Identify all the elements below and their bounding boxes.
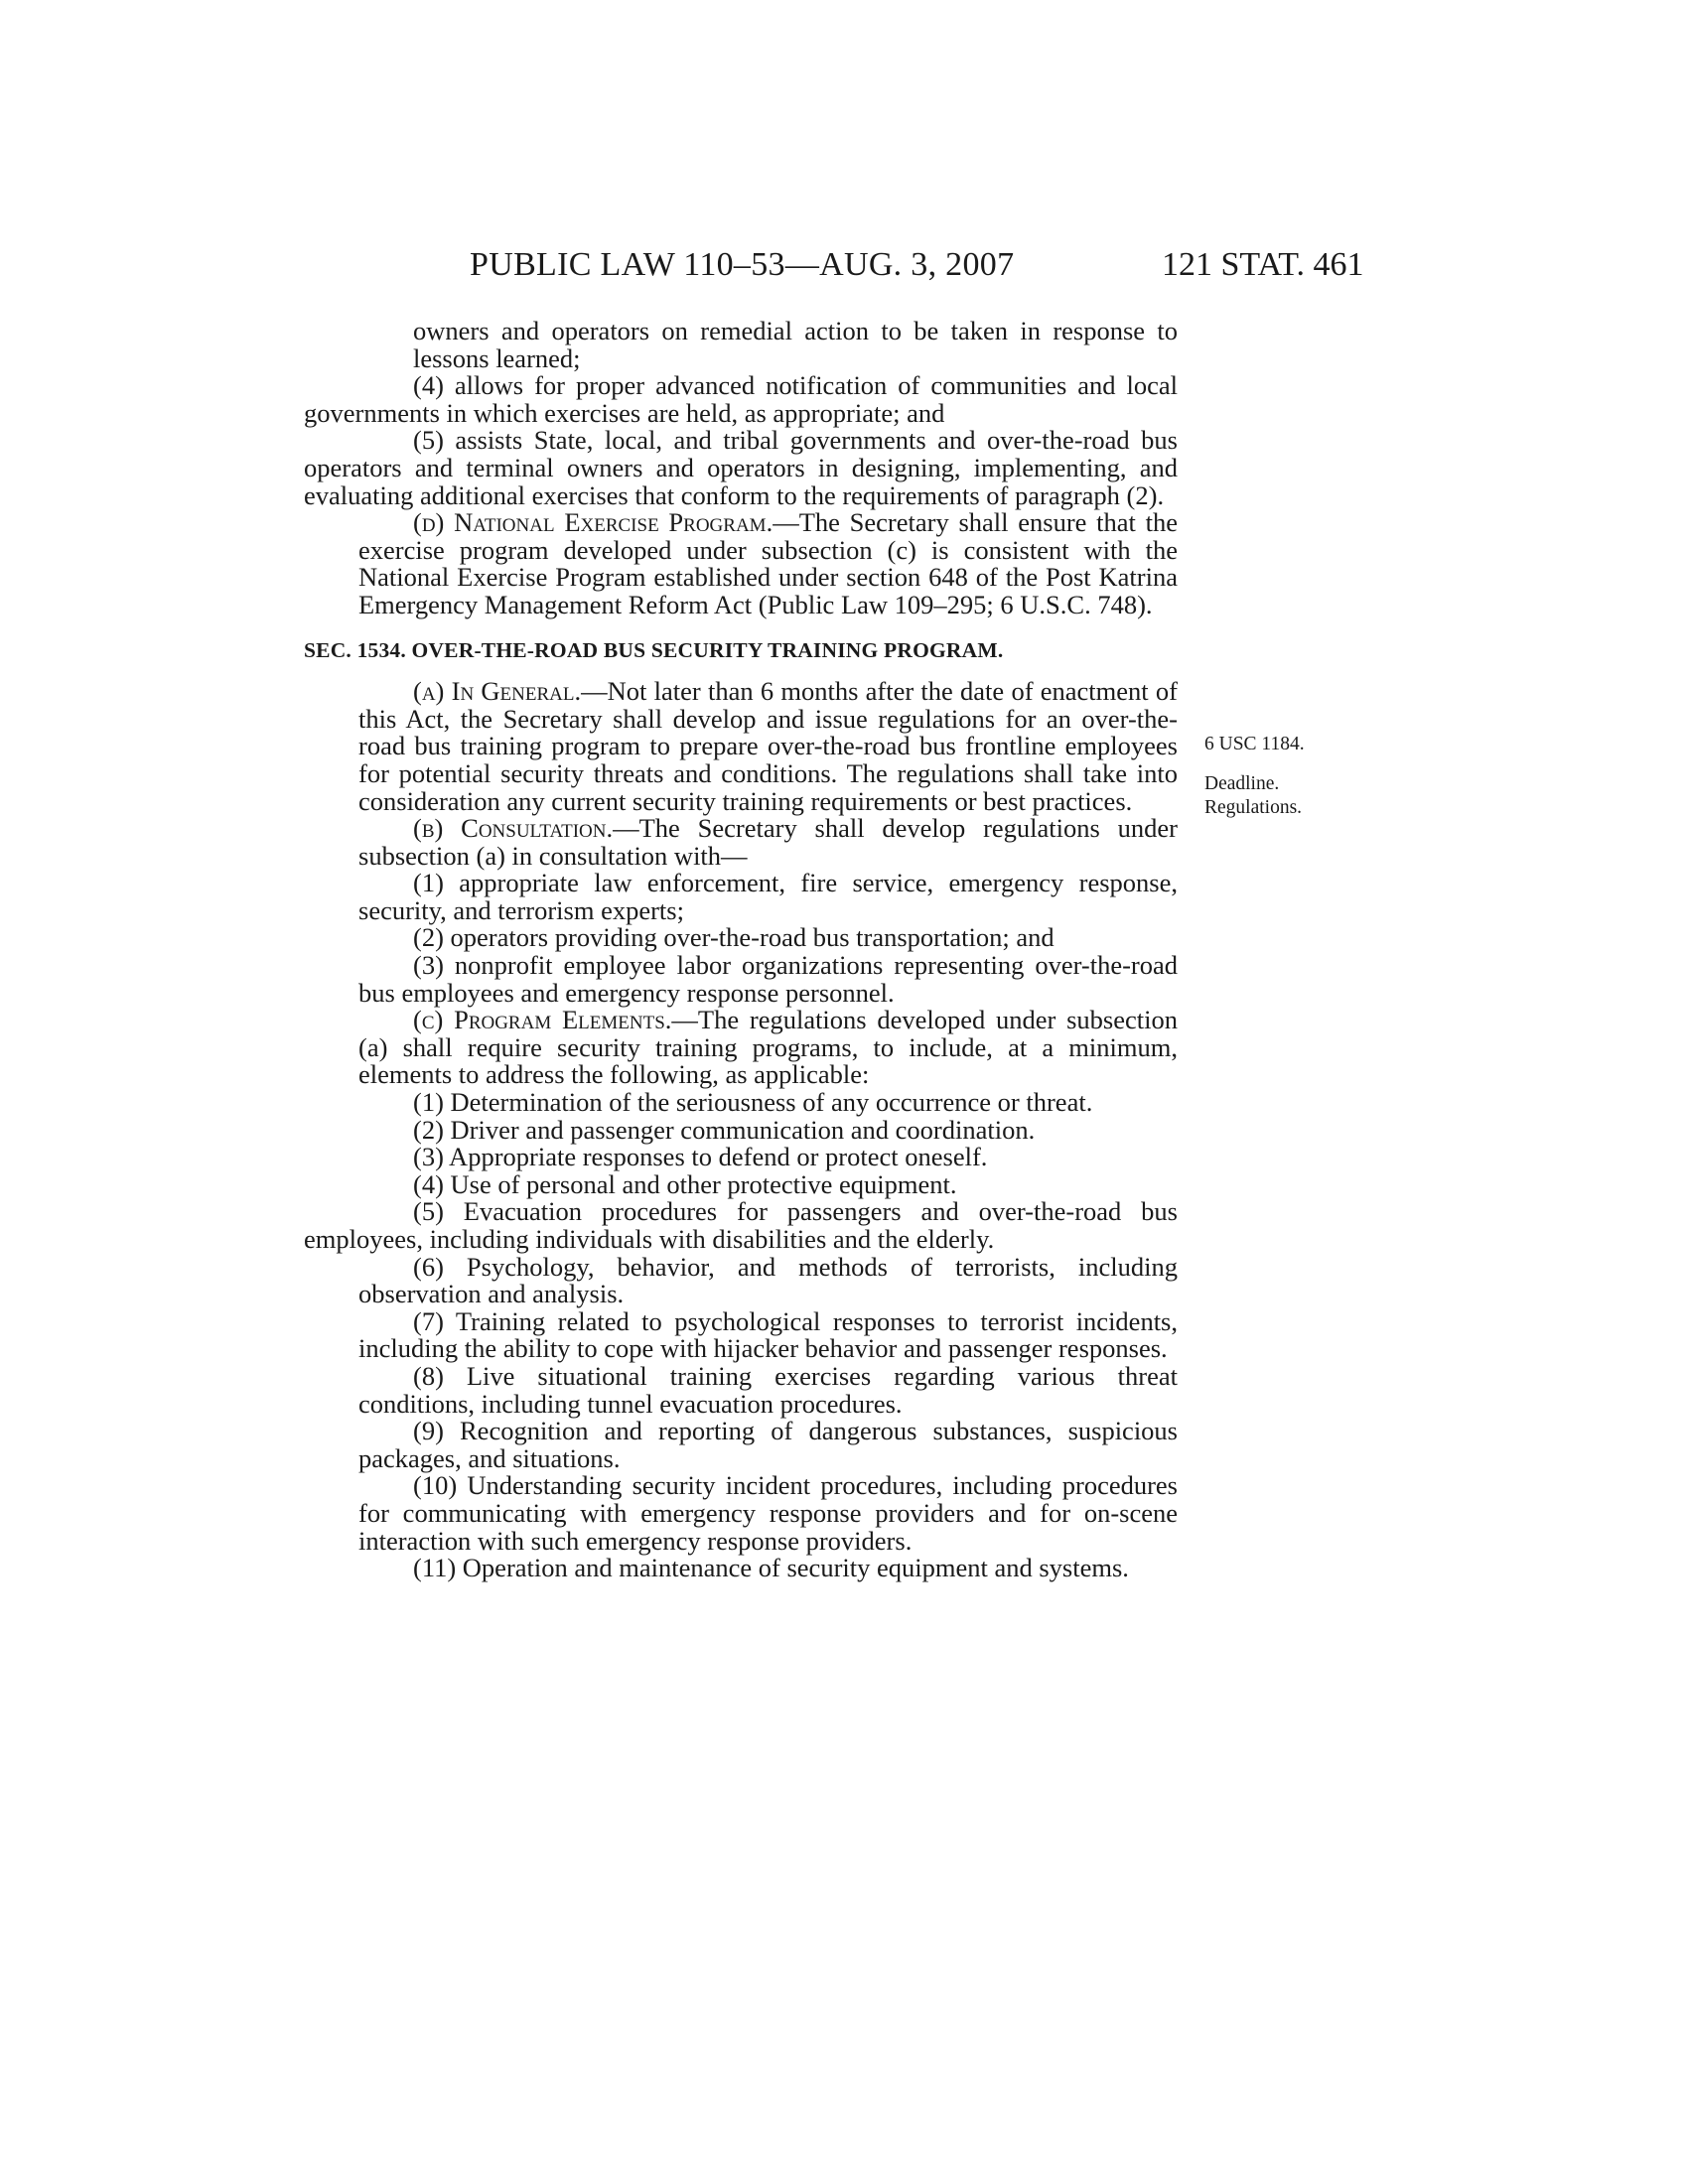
subsection-c-item-6: (6) Psychology, behavior, and methods of terrorists, including observation and analysis.: [358, 1251, 1178, 1309]
paragraph-continuation: owners and operators on remedial action to be taken in response to lessons learned;: [413, 316, 1178, 373]
subsection-c-item-3: (3) Appropriate responses to defend or protect oneself.: [413, 1142, 988, 1172]
subsection-d: [304, 509, 1178, 618]
subsection-d-text: —The Secretary shall ensure that the exercise program developed under subsection (c) is consistent with the National Exercise Program established under section 648 of the Post Katrina Emergency Management Reform Act (Public Law 109–295; 6 U.S.C. 748).: [358, 507, 1179, 619]
subsection-c-item-2: (2) Driver and passenger communication and coordination.: [413, 1114, 1036, 1145]
document-body: [304, 318, 1178, 1582]
page-header-title: PUBLIC LAW 110–53—AUG. 3, 2007: [470, 246, 1015, 283]
subsection-b-item-1: (1) appropriate law enforcement, fire service, emergency response, security, and terrorism experts;: [358, 868, 1178, 925]
subsection-b-item-3: (3) nonprofit employee labor organizations representing over-the-road bus employees and emergency response personnel.: [358, 950, 1178, 1008]
subsection-c-item-1: (1) Determination of the seriousness of any occurrence or threat.: [413, 1087, 1093, 1118]
subsection-b-text: —The Secretary shall develop regulations under subsection (a) in consultation with—: [358, 813, 1178, 871]
subsection-b-heading: (b) Consultation.: [413, 813, 614, 844]
page-header-stat-number: 121 STAT. 461: [1162, 246, 1364, 283]
margin-note-deadline: Deadline.: [1204, 773, 1280, 794]
subsection-a-text: —Not later than 6 months after the date of enactment of this Act, the Secretary shall develop and issue regulations for an over-the-road bus training program to prepare over-the-road bus frontline employees for potential security threats and conditions. The regulations shall take into consideration any current security training requirements or best practices.: [358, 676, 1178, 816]
subsection-c-text: —The regulations developed under subsection (a) shall require security training programs, to include, at a minimum, elements to address the following, as applicable:: [358, 1005, 1178, 1090]
subsection-c-item-11: (11) Operation and maintenance of security equipment and systems.: [413, 1553, 1129, 1583]
subsection-b: [304, 815, 1178, 870]
subsection-a: [304, 678, 1178, 815]
subsection-c-item-7: (7) Training related to psychological responses to terrorist incidents, including the ability to cope with hijacker behavior and passenger responses.: [358, 1305, 1178, 1364]
subsection-c: [304, 1007, 1178, 1089]
section-heading: SEC. 1534. OVER-THE-ROAD BUS SECURITY TRAINING PROGRAM.: [304, 637, 1004, 662]
subsection-c-item-8: (8) Live situational training exercises regarding various threat conditions, including tunnel evacuation procedures.: [358, 1360, 1178, 1419]
subsection-a-heading: (a) In General.: [413, 676, 582, 707]
subsection-c-item-4: (4) Use of personal and other protective equipment.: [413, 1168, 957, 1199]
subsection-d-heading: (d) National Exercise Program.: [413, 507, 774, 538]
paragraph-item-4: (4) allows for proper advanced notification of communities and local governments in which exercises are held, as appropriate; and: [304, 370, 1178, 428]
subsection-c-heading: (c) Program Elements.: [413, 1005, 672, 1035]
margin-note-usc: 6 USC 1184.: [1204, 734, 1305, 754]
margin-note-regulations: Regulations.: [1204, 797, 1303, 818]
paragraph-item-5: (5) assists State, local, and tribal governments and over-the-road bus operators and terminal owners and operators in designing, implementing, and evaluating additional exercises that conform to the requirements of paragraph (2).: [304, 425, 1178, 510]
subsection-c-item-9: (9) Recognition and reporting of dangerous substances, suspicious packages, and situations.: [358, 1416, 1178, 1473]
subsection-c-item-5: (5) Evacuation procedures for passengers and over-the-road bus employees, including individuals with disabilities and the elderly.: [304, 1196, 1178, 1254]
subsection-b-item-2: (2) operators providing over-the-road bus transportation; and: [413, 922, 1055, 953]
subsection-c-item-10: (10) Understanding security incident procedures, including procedures for communicating with emergency response providers and for on-scene interaction with such emergency response providers.: [358, 1470, 1178, 1556]
